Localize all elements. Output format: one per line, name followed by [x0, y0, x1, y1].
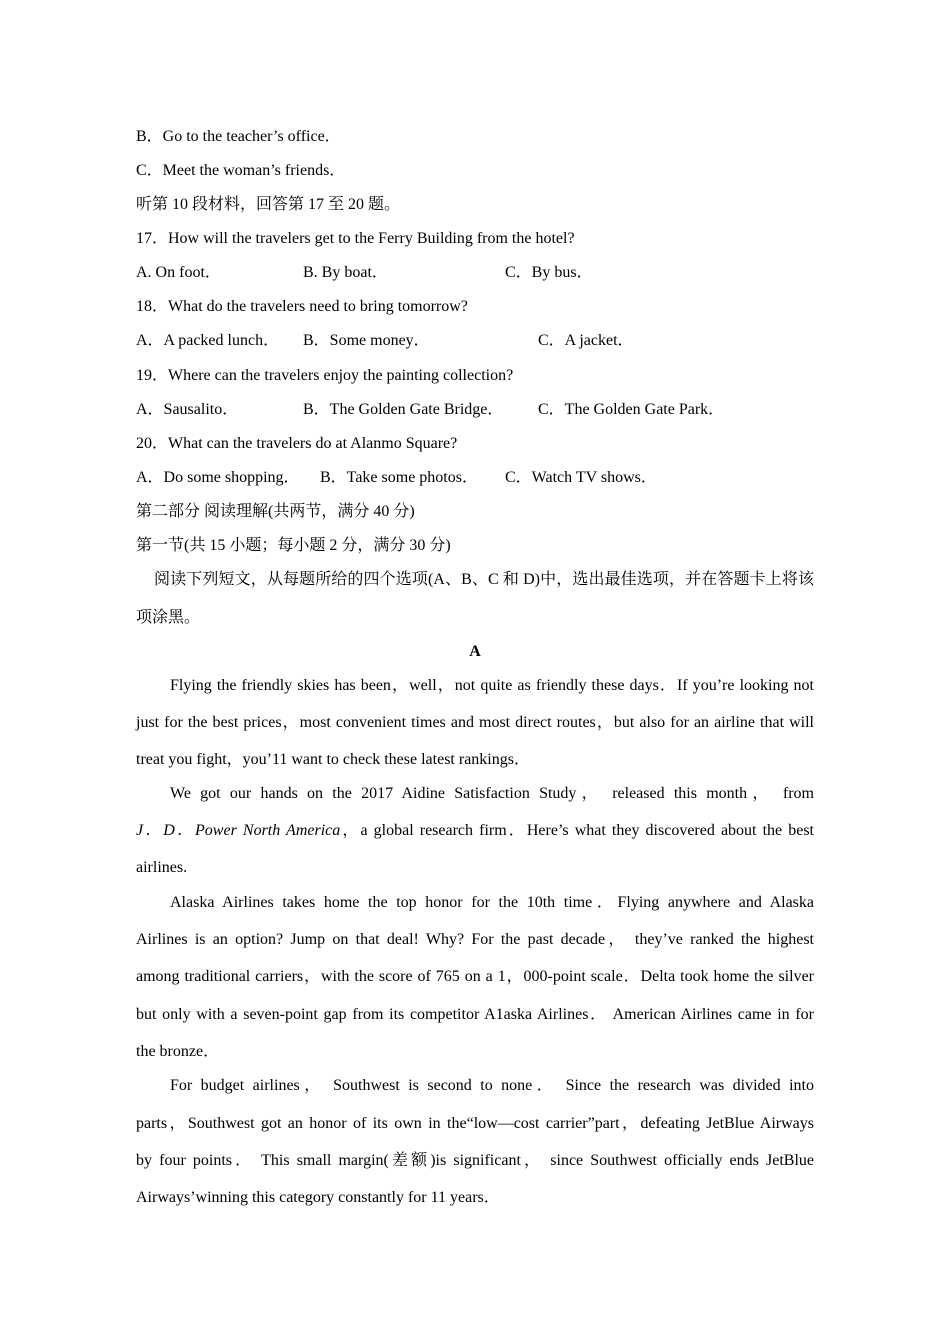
question-19-stem: 19．Where can the travelers enjoy the painting collection?: [136, 367, 514, 384]
p4-line2: parts，Southwest got an honor of its own in the“low—cost carrier”part，defeating JetBlue Airways: [136, 1115, 814, 1132]
section10-instruction: 听第 10 段材料，回答第 17 至 20 题。: [136, 196, 401, 213]
q16-option-c: C．Meet the woman’s friends．: [136, 162, 346, 179]
question-19-option-a: A．Sausalito．: [136, 401, 239, 418]
part-title: 第二部分 阅读理解(共两节，满分 40 分): [136, 503, 415, 520]
p2-line2-rest: ，a global research firm．Here’s what they discovered about the best: [340, 822, 814, 839]
question-20-stem: 20．What can the travelers do at Alanmo Square?: [136, 435, 458, 452]
p1-line2: just for the best prices，most convenient times and most direct routes，but also for an airline that will: [136, 714, 814, 731]
question-18-stem: 18．What do the travelers need to bring tomorrow?: [136, 298, 468, 315]
question-20-option-b: B．Take some photos．: [320, 469, 478, 486]
question-17-option-a: A. On foot．: [136, 264, 221, 281]
p2-line3: airlines.: [136, 859, 188, 876]
question-18-option-c: C．A jacket．: [538, 332, 634, 349]
p1-line1: Flying the friendly skies has been，well，not quite as friendly these days．If you’re looking not: [170, 677, 814, 694]
p4-line4: Airways’winning this category constantly for 11 years．: [136, 1189, 500, 1206]
reading-instruction-line1: 阅读下列短文，从每题所给的四个选项(A、B、C 和 D)中，选出最佳选项，并在答题卡上将该: [154, 571, 814, 588]
reading-instruction-line2: 项涂黑。: [136, 609, 201, 626]
section-title: 第一节(共 15 小题；每小题 2 分，满分 30 分): [136, 537, 451, 554]
research-firm-name: J．D．Power North America: [136, 822, 341, 839]
p3-line2: Airlines is an option? Jump on that deal! Why? For the past decade， they’ve ranked the highest: [136, 931, 814, 948]
question-19-option-c: C．The Golden Gate Park．: [538, 401, 725, 418]
p2-line1: We got our hands on the 2017 Aidine Satisfaction Study， released this month， from: [170, 785, 814, 802]
question-17-stem: 17．How will the travelers get to the Ferry Building from the hotel?: [136, 230, 575, 247]
question-19-option-b: B．The Golden Gate Bridge．: [303, 401, 504, 418]
p4-line1: For budget airlines， Southwest is second to none． Since the research was divided into: [170, 1077, 814, 1094]
q16-option-b: B．Go to the teacher’s office．: [136, 128, 341, 145]
p2-line2: [136, 821, 814, 841]
passage-label: A: [469, 643, 481, 660]
p3-line5: the bronze．: [136, 1043, 220, 1060]
question-18-option-a: A．A packed lunch．: [136, 332, 280, 349]
question-18-option-b: B．Some money．: [303, 332, 430, 349]
p3-line1: Alaska Airlines takes home the top honor for the 10th time．Flying anywhere and Alaska: [170, 894, 814, 911]
question-20-option-a: A．Do some shopping．: [136, 469, 300, 486]
p4-line3: by four points． This small margin(差额)is significant， since Southwest officially ends JetBlue: [136, 1152, 814, 1169]
question-17-option-b: B. By boat．: [303, 264, 388, 281]
p1-line3: treat you fight，you’11 want to check these latest rankings．: [136, 751, 530, 768]
question-20-option-c: C．Watch TV shows．: [505, 469, 657, 486]
p3-line3: among traditional carriers，with the score of 765 on a 1，000-point scale．Delta took home the silver: [136, 968, 815, 985]
question-17-option-c: C．By bus．: [505, 264, 593, 281]
p3-line4: but only with a seven-point gap from its competitor A1aska Airlines． American Airlines came in for: [136, 1006, 814, 1023]
